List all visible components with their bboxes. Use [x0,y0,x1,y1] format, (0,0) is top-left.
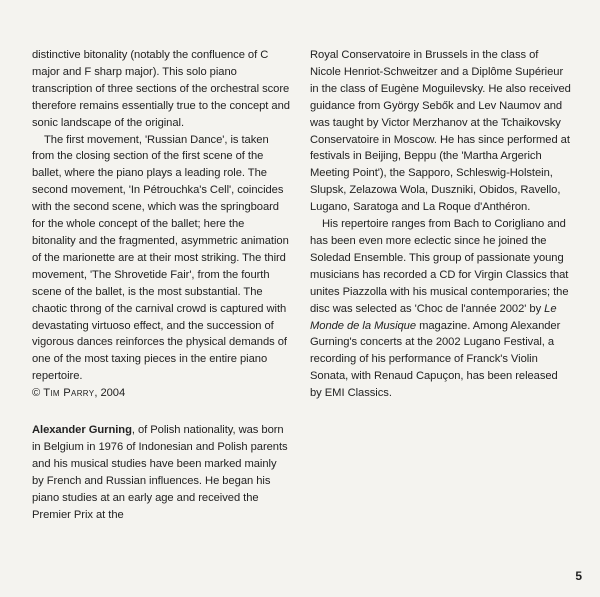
page-number: 5 [575,569,582,583]
author-credit [32,385,290,402]
movements-paragraph: The first movement, 'Russian Dance', is taken from the closing section of the first scene of the ballet, where the piano plays a leading role. The second movement, 'In Pétrouchka's Cell', coincides with the second scene, which was the springboard for the whole concept of the ballet; here the bitonality and the fragmented, asymmetric animation of the marionette are at their most striking. The third movement, 'The Shrovetide Fair', from the fourth scene of the ballet, is the most substantial. The chaotic throng of the carnival crowd is captured with devastating virtuoso effect, and the succession of vigorous dances reinforces the physical demands of one of the most taxing pieces in the entire piano repertoire. [32,133,289,383]
biography-text: , of Polish nationality, was born in Belgium in 1976 of Indonesian and Polish parents and his musical studies have been marked mainly by French and Russian influences. He began his piano studies at an early age and received the Premier Prix at the [32,424,288,521]
right-column [310,47,572,402]
repertoire-text-b: magazine. Among Alexander Gurning's concerts at the 2002 Lugano Festival, a recording of his performance of Franck's Violin Sonata, with Renaud Capuçon, has been released by EMI Classics. [310,319,561,400]
copyright-symbol: © [32,387,41,400]
education-festivals-paragraph: Royal Conservatoire in Brussels in the class of Nicole Henriot-Schweitzer and a Diplôme Supérieur in the class of Eugène Moguilevsky. He also received guidance from György Sebők and Lev Naumov and was taught by Victor Merzhanov at the Tchaikovsky Conservatoire in Moscow. He has since performed at festivals in Beijing, Beppu (the 'Martha Argerich Meeting Point'), the Sapporo, Schleswig-Holstein, Slupsk, Zelazowa Wola, Duszniki, Obidos, Ravello, Lugano, Saratoga and La Roque d'Anthéron. [310,49,571,214]
petrushka-intro-paragraph: distinctive bitonality (notably the confluence of C major and F sharp major). This solo piano transcription of three sections of the orchestral score therefore remains essentially true to the concept and sonic landscape of the original. [32,49,290,129]
credit-year: , 2004 [94,387,126,400]
magazine-title: Le Monde de la Musique [310,302,557,332]
left-column [32,47,290,523]
repertoire-text-a: His repertoire ranges from Bach to Corigliano and has been even more eclectic since he joined the Soledad Ensemble. This group of passionate young musicians has recorded a CD for Virgin Classics that unites Piazzolla with his musical contemporaries; the disc was selected as 'Choc de l'année 2002' by [310,218,569,315]
biography-paragraph [32,422,290,523]
artist-name: Alexander Gurning [32,424,132,437]
credit-author: Tim Parry [43,387,95,400]
repertoire-paragraph [310,216,572,402]
